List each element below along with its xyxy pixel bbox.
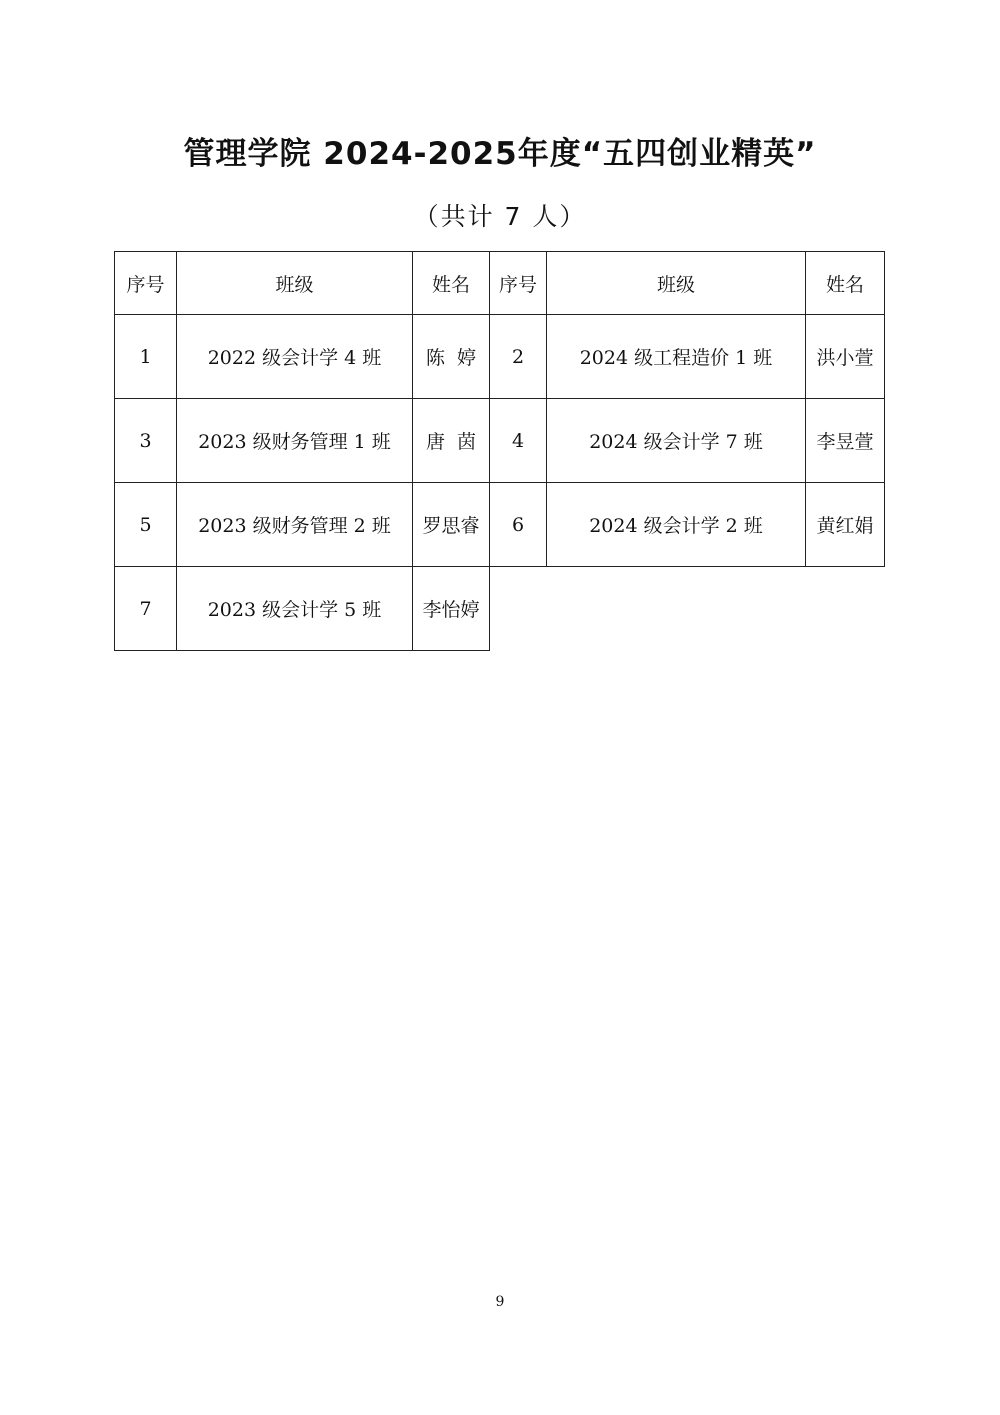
- header-class-2: 班级: [547, 252, 806, 315]
- cell-name: 黄红娟: [806, 483, 885, 567]
- header-seq: 序号: [115, 252, 177, 315]
- cell-seq: 5: [115, 483, 177, 567]
- table-row: [115, 315, 885, 399]
- header-class: 班级: [177, 252, 413, 315]
- award-roster-table: [114, 251, 885, 651]
- cell-class: 2024 级工程造价 1 班: [547, 315, 806, 399]
- cell-name: 唐 茵: [413, 399, 490, 483]
- cell-seq: 2: [490, 315, 547, 399]
- cell-class: 2024 级会计学 2 班: [547, 483, 806, 567]
- cell-seq: 4: [490, 399, 547, 483]
- page-number: 9: [495, 1294, 505, 1310]
- table-row: [115, 399, 885, 483]
- cell-seq: 3: [115, 399, 177, 483]
- cell-seq: 6: [490, 483, 547, 567]
- table-row: [115, 567, 885, 651]
- cell-class: 2024 级会计学 7 班: [547, 399, 806, 483]
- header-name: 姓名: [413, 252, 490, 315]
- document-subtitle: （共计 7 人）: [413, 202, 587, 231]
- cell-seq: 1: [115, 315, 177, 399]
- table-row: [115, 483, 885, 567]
- cell-name: 洪小萱: [806, 315, 885, 399]
- cell-name: 李昱萱: [806, 399, 885, 483]
- cell-seq: 7: [115, 567, 177, 651]
- empty-cell: [806, 567, 885, 651]
- cell-class: 2022 级会计学 4 班: [177, 315, 413, 399]
- empty-cell: [547, 567, 806, 651]
- header-seq-2: 序号: [490, 252, 547, 315]
- empty-cell: [490, 567, 547, 651]
- table-header-row: [115, 252, 885, 315]
- cell-name: 罗思睿: [413, 483, 490, 567]
- cell-name: 李怡婷: [413, 567, 490, 651]
- cell-class: 2023 级财务管理 1 班: [177, 399, 413, 483]
- cell-class: 2023 级财务管理 2 班: [177, 483, 413, 567]
- document-title: 管理学院 2024-2025年度“五四创业精英”: [183, 136, 817, 172]
- cell-name: 陈 婷: [413, 315, 490, 399]
- cell-class: 2023 级会计学 5 班: [177, 567, 413, 651]
- header-name-2: 姓名: [806, 252, 885, 315]
